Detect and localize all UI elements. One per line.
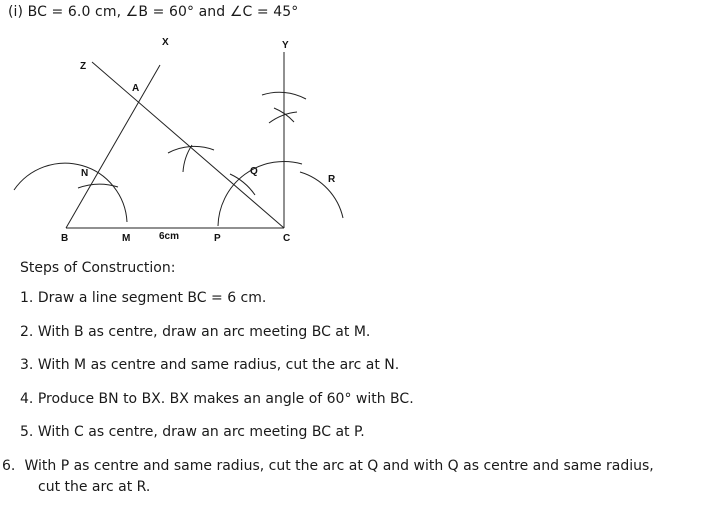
step-number: 3. — [20, 357, 34, 374]
label-x: X — [162, 37, 169, 48]
label-r: R — [328, 174, 336, 185]
label-n: N — [81, 168, 89, 179]
step-number: 5. — [20, 424, 34, 441]
step-item — [20, 355, 680, 376]
label-c: C — [283, 233, 291, 244]
step-item — [20, 322, 680, 343]
steps-heading: Steps of Construction: — [20, 260, 176, 276]
step-item — [20, 422, 680, 443]
steps-list — [2, 288, 680, 511]
arc-bisector-2 — [183, 145, 192, 172]
arc-r — [300, 172, 343, 218]
ray-bx — [66, 65, 160, 228]
step-number: 2. — [20, 323, 34, 340]
step-text: With M as centre and same radius, cut the arc at N. — [37, 357, 400, 374]
arc-b — [14, 163, 127, 222]
label-z: Z — [80, 61, 87, 72]
step-number: 4. — [20, 390, 34, 407]
step-item — [20, 389, 680, 410]
step-text: With P as centre and same radius, cut the arc at Q and with Q as centre and same radius, cut the arc at R. — [24, 457, 654, 495]
step-text: Produce BN to BX. BX makes an angle of 60° with BC. — [37, 390, 414, 407]
construction-figure — [0, 28, 360, 250]
label-length: 6cm — [159, 231, 180, 242]
label-q: Q — [250, 166, 258, 177]
line-cz — [92, 62, 284, 228]
step-item: 6. With P as centre and same radius, cut the arc at Q and with Q as centre and same radius, cut the arc at R. — [2, 457, 654, 495]
label-p: P — [214, 233, 221, 244]
problem-title: (i) BC = 6.0 cm, ∠B = 60° and ∠C = 45° — [8, 4, 299, 20]
label-b: B — [61, 233, 69, 244]
label-m: M — [122, 233, 131, 244]
step-item — [20, 288, 680, 309]
label-y: Y — [282, 40, 289, 51]
step-text: Draw a line segment BC = 6 cm. — [37, 290, 267, 306]
step-number: 1. — [20, 290, 34, 306]
step-text: With B as centre, draw an arc meeting BC at M. — [37, 323, 371, 340]
label-a: A — [132, 83, 140, 94]
step-text: With C as centre, draw an arc meeting BC at P. — [37, 424, 365, 441]
arc-c — [218, 161, 302, 226]
